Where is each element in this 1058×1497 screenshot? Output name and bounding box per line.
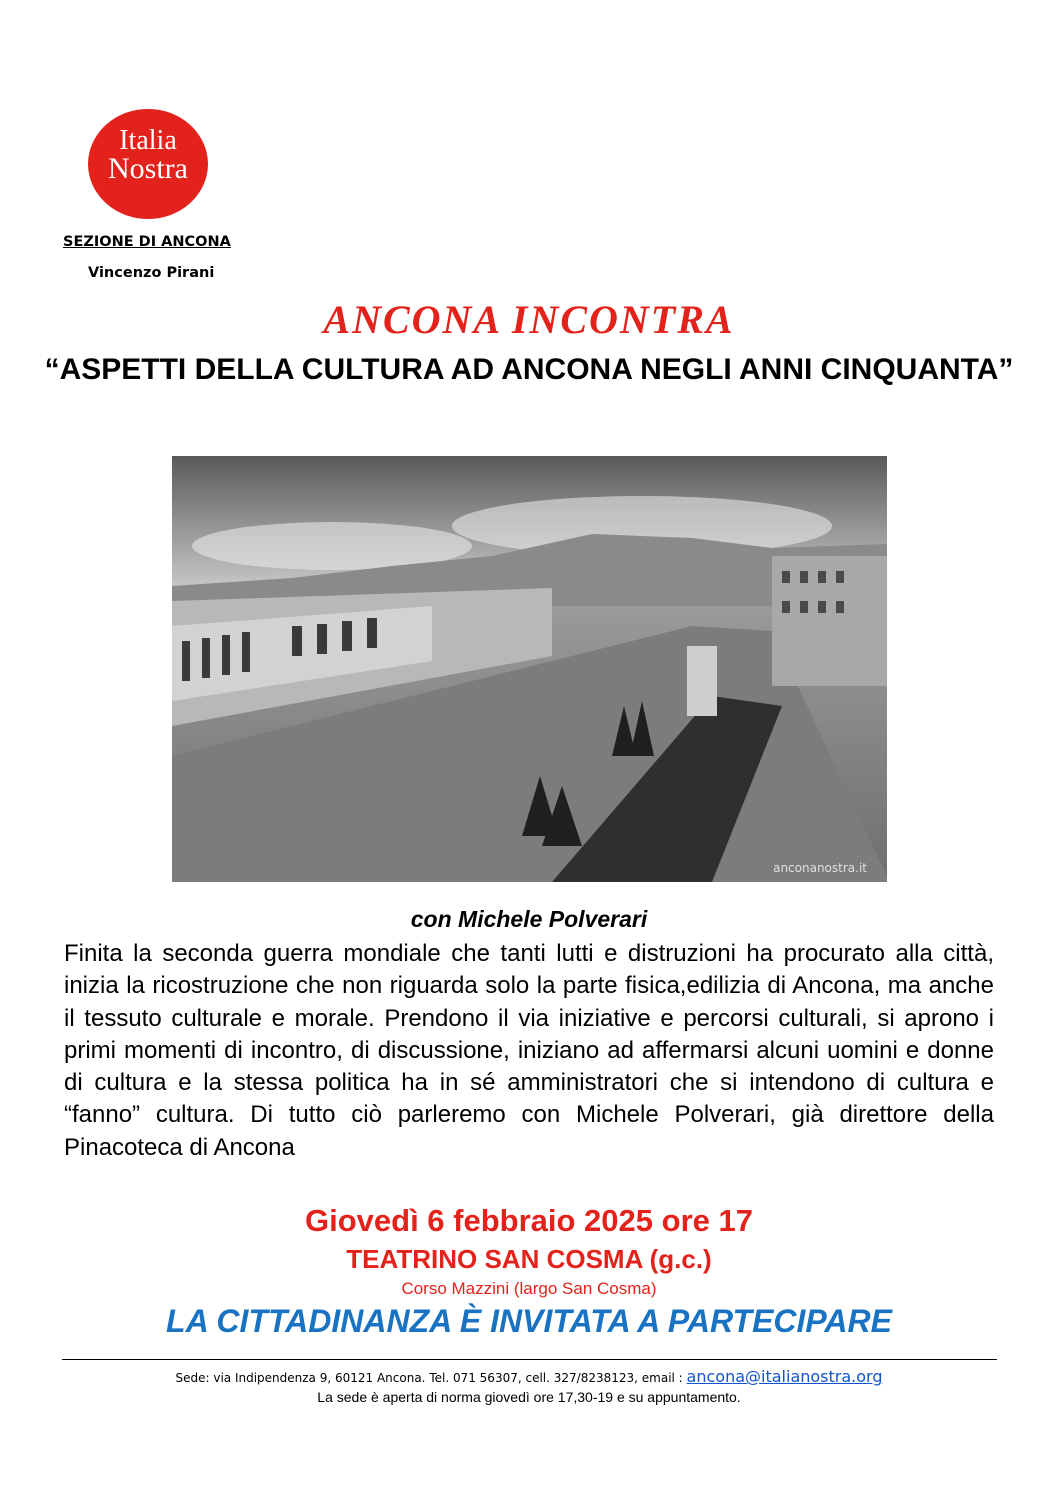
event-description: Finita la seconda guerra mondiale che tanti lutti e distruzioni ha procurato alla città, inizia la ricostruzione che non riguarda solo la parte fisica,edilizia di Ancona, ma anche il tessuto culturale e morale. Prendono il via iniziative e percorsi culturali, si aprono i primi momenti di incontro, di discussione, iniziano ad affermarsi alcuni uomini e donne di cultura e la stessa politica ha in sé amministratori che si intendono di cultura e “fanno” cultura. Di tutto ciò parleremo con Michele Polverari, già direttore della Pinacoteca di Ancona [64, 940, 994, 1161]
event-venue: TEATRINO SAN COSMA (g.c.) [346, 1244, 712, 1274]
event-date: Giovedì 6 febbraio 2025 ore 17 [305, 1203, 753, 1238]
footer-contact [0, 1367, 1058, 1386]
event-series: ANCONA INCONTRA [323, 297, 735, 342]
footer-hours: La sede è aperta di norma giovedì ore 17,30-19 e su appuntamento. [317, 1389, 741, 1405]
speaker: con Michele Polverari [410, 906, 648, 932]
footer-divider [62, 1359, 997, 1360]
email-link[interactable]: ancona@italianostra.org [686, 1367, 883, 1386]
invitation: LA CITTADINANZA È INVITATA A PARTECIPARE [166, 1303, 892, 1339]
italia-nostra-logo [88, 109, 208, 219]
event-title: “ASPETTI DELLA CULTURA AD ANCONA NEGLI ANNI CINQUANTA” [44, 353, 1014, 386]
logo-line1: Italia [119, 125, 177, 156]
historic-photo-ancona [172, 456, 887, 882]
footer-contact-text: Sede: via Indipendenza 9, 60121 Ancona. Tel. 071 56307, cell. 327/8238123, email : [175, 1371, 683, 1385]
section-name: SEZIONE DI ANCONA [63, 234, 231, 250]
logo-line2: Nostra [108, 152, 188, 185]
event-address: Corso Mazzini (largo San Cosma) [401, 1279, 657, 1298]
photo-watermark: anconanostra.it [773, 861, 867, 875]
section-president: Vincenzo Pirani [88, 265, 215, 281]
